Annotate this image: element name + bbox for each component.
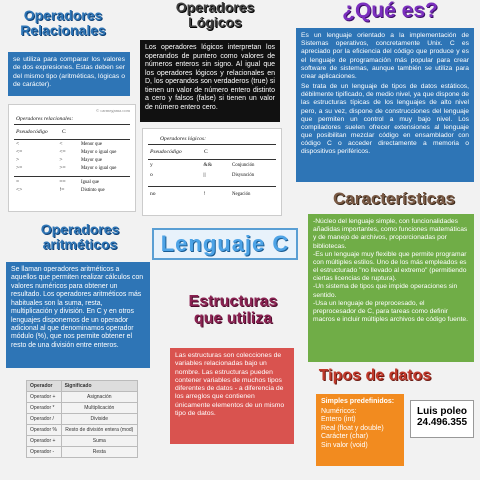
operator-cell: Operador / bbox=[27, 414, 62, 425]
operator-meaning: Menor que bbox=[81, 141, 102, 147]
table-row bbox=[14, 156, 130, 164]
title-lenguaje-c: Lenguaje C bbox=[160, 231, 290, 256]
title-relacionales: Operadores Relacionales bbox=[20, 7, 106, 38]
operator-symbol: ! bbox=[203, 191, 206, 197]
title-caracteristicas: Características bbox=[333, 189, 455, 208]
logical-operators-table bbox=[142, 128, 282, 216]
que-es-description bbox=[296, 28, 474, 182]
table-row bbox=[27, 447, 138, 458]
tipos-heading: Simples predefinidos: bbox=[321, 398, 395, 405]
title-estructuras: Estructuras que utiliza bbox=[188, 293, 278, 327]
lang-header: C bbox=[204, 149, 208, 155]
tipos-datos-box bbox=[316, 394, 404, 466]
table-row bbox=[27, 436, 138, 447]
operator-symbol: > bbox=[59, 157, 63, 163]
table-row bbox=[27, 414, 138, 425]
title-tipos: Tipos de datos bbox=[318, 367, 432, 384]
operator-symbol: && bbox=[203, 162, 213, 168]
operator-cell: Operador + bbox=[27, 436, 62, 447]
operator-symbol: y bbox=[150, 162, 153, 168]
column-header: Significado bbox=[61, 381, 137, 392]
operator-symbol: no bbox=[150, 191, 156, 197]
table-row bbox=[14, 148, 130, 156]
pseudo-header: Pseudocódigo bbox=[150, 149, 182, 155]
table-row bbox=[27, 392, 138, 403]
operator-meaning: Distinto que bbox=[81, 187, 105, 193]
que-es-paragraph-1: Es un lenguaje orientado a la implementación de Sistemas operativos, concretamente Unix. C es apreciado por la eficiencia del código que produce y es el lenguaje de programación más popular para crear software de sistemas, aunque también se utiliza para crear aplicaciones. bbox=[301, 32, 469, 80]
table-title: Operadores lógicos: bbox=[160, 136, 206, 142]
operator-cell: Operador * bbox=[27, 403, 62, 414]
tipo-item: Entero (int) bbox=[321, 416, 356, 424]
table-row bbox=[14, 186, 130, 194]
operator-symbol: = bbox=[16, 179, 20, 185]
table-source: © carmegama.com bbox=[95, 108, 130, 113]
operator-cell: Operador % bbox=[27, 425, 62, 436]
lenguaje-c-title-box bbox=[152, 228, 298, 260]
author-id: 24.496.355 bbox=[416, 417, 468, 428]
tipo-item: Real (float y double) bbox=[321, 424, 384, 432]
title-aritmeticos: Operadores aritméticos bbox=[40, 221, 120, 252]
table-row bbox=[27, 403, 138, 414]
estructuras-description: Las estructuras son colecciones de variables relacionadas bajo un nombre. Las estructuras pueden contener variables de muchos tipos diferentes de datos - a diferencia de los arreglos que contienen únicamente elementos de un mismo tipo de datos. bbox=[170, 348, 294, 444]
operator-meaning: Disyunción bbox=[232, 172, 255, 178]
meaning-cell: Resto de división entera (mod) bbox=[61, 425, 137, 436]
operator-meaning: Mayor que bbox=[81, 157, 102, 163]
operator-symbol: >= bbox=[59, 165, 66, 171]
relacionales-description: se utiliza para comparar los valores de dos expresiones. Estas deben ser del mismo tipo (aritméticas, lógicas o de carácter). bbox=[8, 52, 130, 96]
tipo-item: Carácter (char) bbox=[321, 433, 369, 441]
operator-cell: Operador + bbox=[27, 392, 62, 403]
column-header: Operador bbox=[27, 381, 62, 392]
operator-symbol: < bbox=[16, 141, 20, 147]
table-row bbox=[27, 425, 138, 436]
title-logicos: Operadores Lógicos bbox=[175, 0, 255, 30]
meaning-cell: Diviside bbox=[61, 414, 137, 425]
caracteristicas-description: -Núcleo del lenguaje simple, con funcionalidades añadidas importantes, como funciones matemáticas y de manejo de archivos, proporcionadas por bibliotecas. -Es un lenguaje muy flexible que permite programar con múltiples estilos. Uno de los más empleados es el estructurado "no llevado al extremo" (permitiendo ciertas licencias de ruptura). -Un sistema de tipos que impide operaciones sin sentido. -Usa un lenguaje de preprocesado, el preprocesador de C, para tareas como definir macros e incluir múltiples archivos de código fuente. bbox=[308, 214, 474, 362]
que-es-paragraph-2: Se trata de un lenguaje de tipos de datos estáticos, débilmente tipificado, de medio nivel, ya que dispone de las estructuras típicas de los lenguajes de alto nivel pero, a su vez, dispone de construcciones del lenguaje que permiten un control a muy bajo nivel. Los compiladores suelen ofrecer extensiones al lenguaje que posibilitan mezclar código en ensamblador con código C o acceder directamente a memoria o dispositivos periféricos. bbox=[301, 83, 469, 156]
table-row bbox=[148, 170, 276, 180]
logicos-description: Los operadores lógicos interpretan los operandos de puntero como valores de números enteros sin signo. Al igual que los operadores lógicos y relacionales en D, los operandos son verdaderos (true) si tienen un valor de número entero distinto a cero y falsos (false) si tienen un valor de número entero cero. bbox=[140, 40, 280, 122]
meaning-cell: Resta bbox=[61, 447, 137, 458]
operator-meaning: Negación bbox=[232, 191, 251, 197]
table-row bbox=[148, 160, 276, 170]
author-box bbox=[410, 400, 474, 438]
relational-operators-table bbox=[8, 104, 136, 212]
tipo-item: Sin valor (void) bbox=[321, 441, 368, 449]
operator-meaning: Conjunción bbox=[232, 162, 255, 168]
operator-cell: Operador - bbox=[27, 447, 62, 458]
operator-symbol: o bbox=[150, 172, 153, 178]
operator-symbol: || bbox=[203, 172, 206, 178]
operator-meaning: Mayor o igual que bbox=[81, 149, 117, 155]
operator-symbol: >= bbox=[16, 165, 23, 171]
table-row bbox=[14, 164, 130, 172]
table-row bbox=[148, 186, 276, 199]
title-que-es: ¿Qué es? bbox=[342, 0, 438, 22]
meaning-cell: Asignación bbox=[61, 392, 137, 403]
table-title: Operadores relacionales: bbox=[16, 116, 74, 122]
operator-meaning: Mayor o igual que bbox=[81, 165, 117, 171]
table-row bbox=[14, 140, 130, 148]
lang-header: C bbox=[62, 129, 66, 135]
operator-symbol: <= bbox=[16, 149, 23, 155]
arithmetic-operators-table bbox=[26, 380, 138, 458]
meaning-cell: Suma bbox=[61, 436, 137, 447]
operator-symbol: <= bbox=[59, 149, 66, 155]
operator-symbol: > bbox=[16, 157, 20, 163]
operator-symbol: <> bbox=[16, 187, 23, 193]
aritmeticos-description: Se llaman operadores aritméticos a aquellos que permiten realizar cálculos con valores numéricos para obtener un resultado. Los operadores aritméticos más habituales son la suma, resta, multiplicación y división. En C y en otros lenguajes disponemos de un operador adicional al que denominamos operador módulo (%), que nos permite obtener el resto de una división entre enteros. bbox=[6, 262, 150, 368]
tipo-item: Numéricos: bbox=[321, 407, 357, 415]
pseudo-header: Pseudocódigo bbox=[16, 129, 48, 135]
operator-meaning: Igual que bbox=[81, 179, 100, 185]
table-row bbox=[14, 176, 130, 186]
meaning-cell: Multiplicación bbox=[61, 403, 137, 414]
operator-symbol: != bbox=[59, 187, 65, 193]
author-name: Luis poleo bbox=[417, 406, 467, 417]
operator-symbol: < bbox=[59, 141, 63, 147]
operator-symbol: == bbox=[59, 179, 66, 185]
